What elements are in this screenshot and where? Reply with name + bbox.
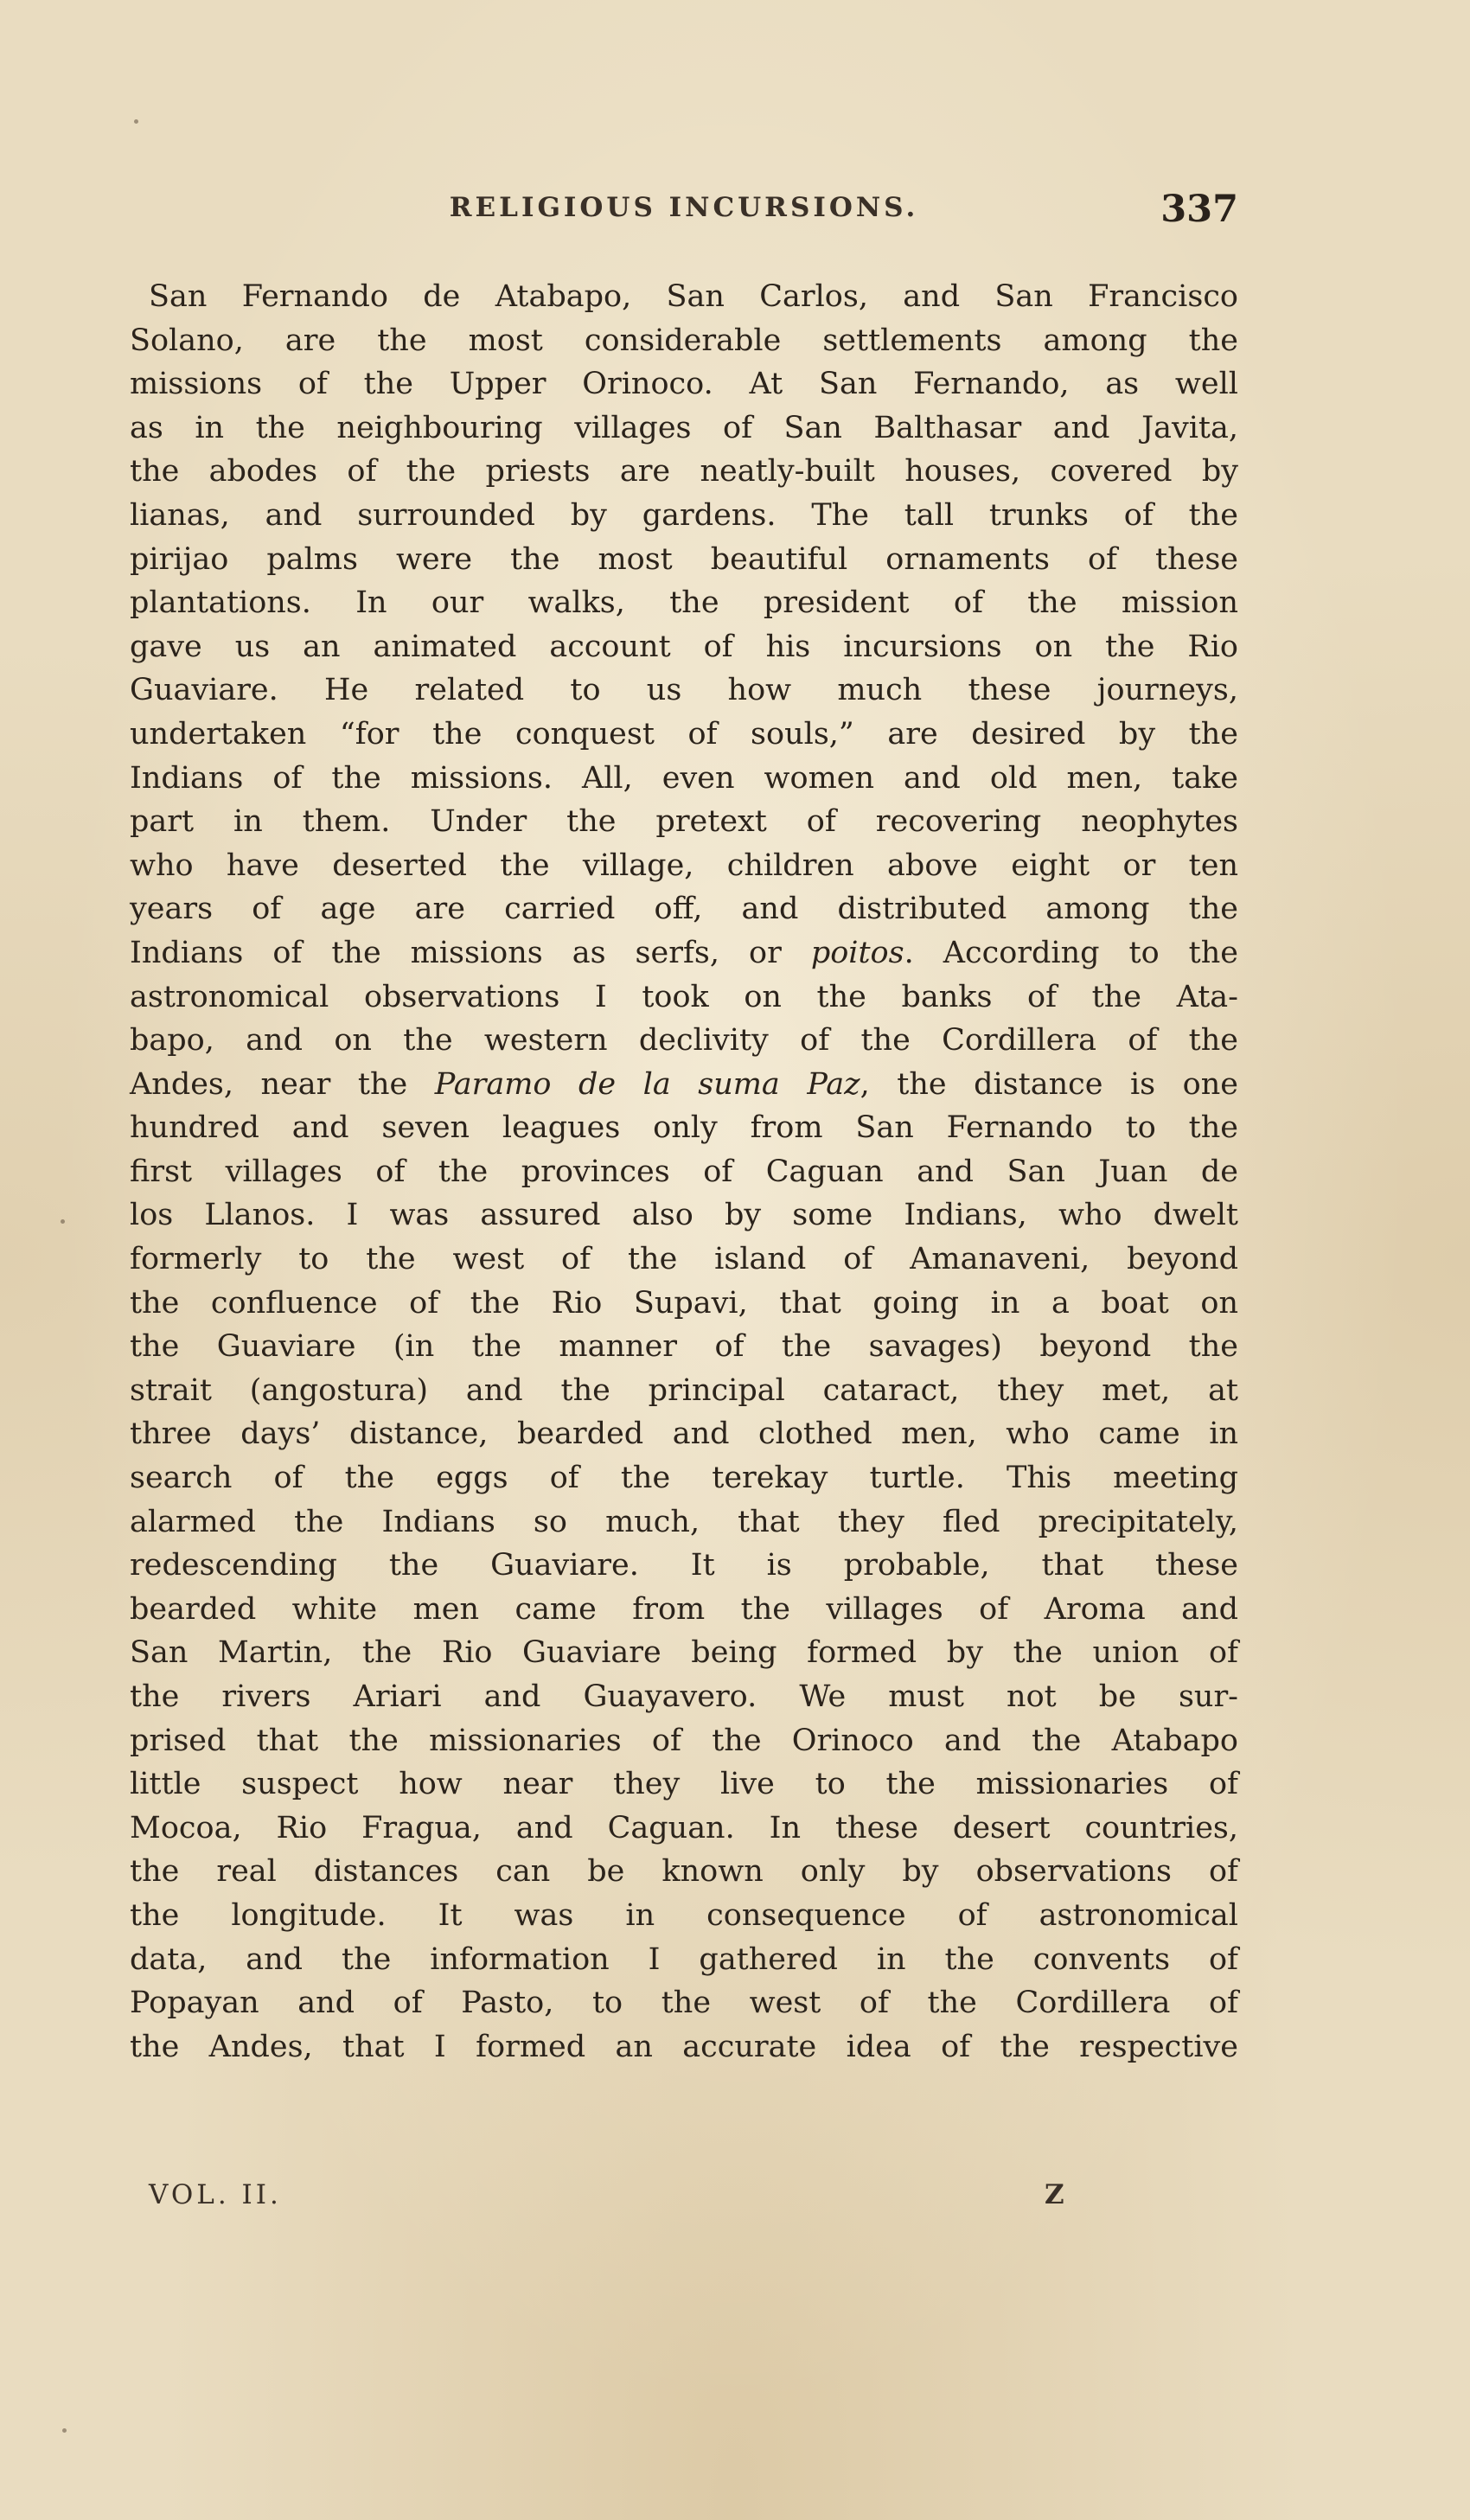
text-line: hundred and seven leagues only from San Fernando to the [130,1110,1238,1146]
text-line: pirijao palms were the most beautiful ornaments of these [130,541,1238,577]
page-header [130,188,1238,244]
text-line: Mocoa, Rio Fragua, and Caguan. In these desert countries, [130,1810,1238,1845]
text-line: little suspect how near they live to the missionaries of [130,1767,1238,1802]
text-line: search of the eggs of the terekay turtle. This meeting [130,1461,1238,1496]
text-line: the abodes of the priests are neatly-built houses, covered by [130,454,1238,489]
text-line: San Fernando de Atabapo, San Carlos, and San Francisco [149,279,1238,314]
text-line: part in them. Under the pretext of recovering neophytes [130,804,1238,840]
text-line: los Llanos. I was assured also by some Indians, who dwelt [130,1198,1238,1233]
text-line: the real distances can be known only by observations of [130,1854,1238,1890]
text-line: bearded white men came from the villages of Aroma and [130,1591,1238,1627]
text-line: years of age are carried off, and distributed among the [130,892,1238,927]
italic-term: poitos [810,935,904,970]
text-line: three days’ distance, bearded and clothed men, who came in [130,1417,1238,1452]
body-text [130,275,1238,2069]
text-line: plantations. In our walks, the president of the mission [130,585,1238,621]
text-line: redescending the Guaviare. It is probable, that these [130,1548,1238,1583]
text-line: who have deserted the village, children above eight or ten [130,847,1238,883]
text-line: astronomical observations I took on the banks of the Ata- [130,979,1238,1014]
text-line: formerly to the west of the island of Amanaveni, beyond [130,1242,1238,1277]
text-line: as in the neighbouring villages of San Balthasar and Javita, [130,410,1238,445]
text-line: the Guaviare (in the manner of the savages) beyond the [130,1329,1238,1365]
text-line: missions of the Upper Orinoco. At San Fernando, as well [130,367,1238,402]
text-line: Indians of the missions as serfs, or poitos. According to the [130,935,1238,970]
volume-signature: VOL. II. [149,2179,282,2210]
text-line: data, and the information I gathered in the convents of [130,1941,1238,1977]
ink-speck [62,2428,67,2433]
text-line: the confluence of the Rio Supavi, that going in a boat on [130,1285,1238,1321]
text-line: Solano, are the most considerable settlements among the [130,323,1238,358]
italic-term: Paramo de la suma Paz [434,1066,860,1102]
text-line: Guaviare. He related to us how much these journeys, [130,673,1238,708]
text-line: strait (angostura) and the principal cataract, they met, at [130,1372,1238,1408]
running-head: RELIGIOUS INCURSIONS. [449,192,919,223]
text-line: the longitude. It was in consequence of astronomical [130,1897,1238,1933]
text-line: first villages of the provinces of Caguan and San Juan de [130,1154,1238,1189]
text-line: bapo, and on the western declivity of the Cordillera of the [130,1023,1238,1059]
ink-speck [61,1219,65,1224]
text-line: prised that the missionaries of the Orinoco and the Atabapo [130,1723,1238,1758]
text-line: lianas, and surrounded by gardens. The tall trunks of the [130,497,1238,533]
signature-mark: Z [1045,2179,1064,2210]
text-line: the rivers Ariari and Guayavero. We must not be sur- [130,1679,1238,1714]
ink-speck [134,119,138,124]
text-line: the Andes, that I formed an accurate idea of the respective [130,2029,1238,2064]
page-footer [130,2179,1238,2223]
text-line: Popayan and of Pasto, to the west of the Cordillera of [130,1986,1238,2021]
text-line: gave us an animated account of his incursions on the Rio [130,629,1238,664]
text-line: alarmed the Indians so much, that they fled precipitately, [130,1504,1238,1539]
text-line: undertaken “for the conquest of souls,” are desired by the [130,716,1238,752]
page-number: 337 [1160,188,1238,231]
text-line: San Martin, the Rio Guaviare being formed by the union of [130,1635,1238,1671]
text-line: Andes, near the Paramo de la suma Paz, the distance is one [130,1066,1238,1102]
text-line: Indians of the missions. All, even women and old men, take [130,760,1238,796]
